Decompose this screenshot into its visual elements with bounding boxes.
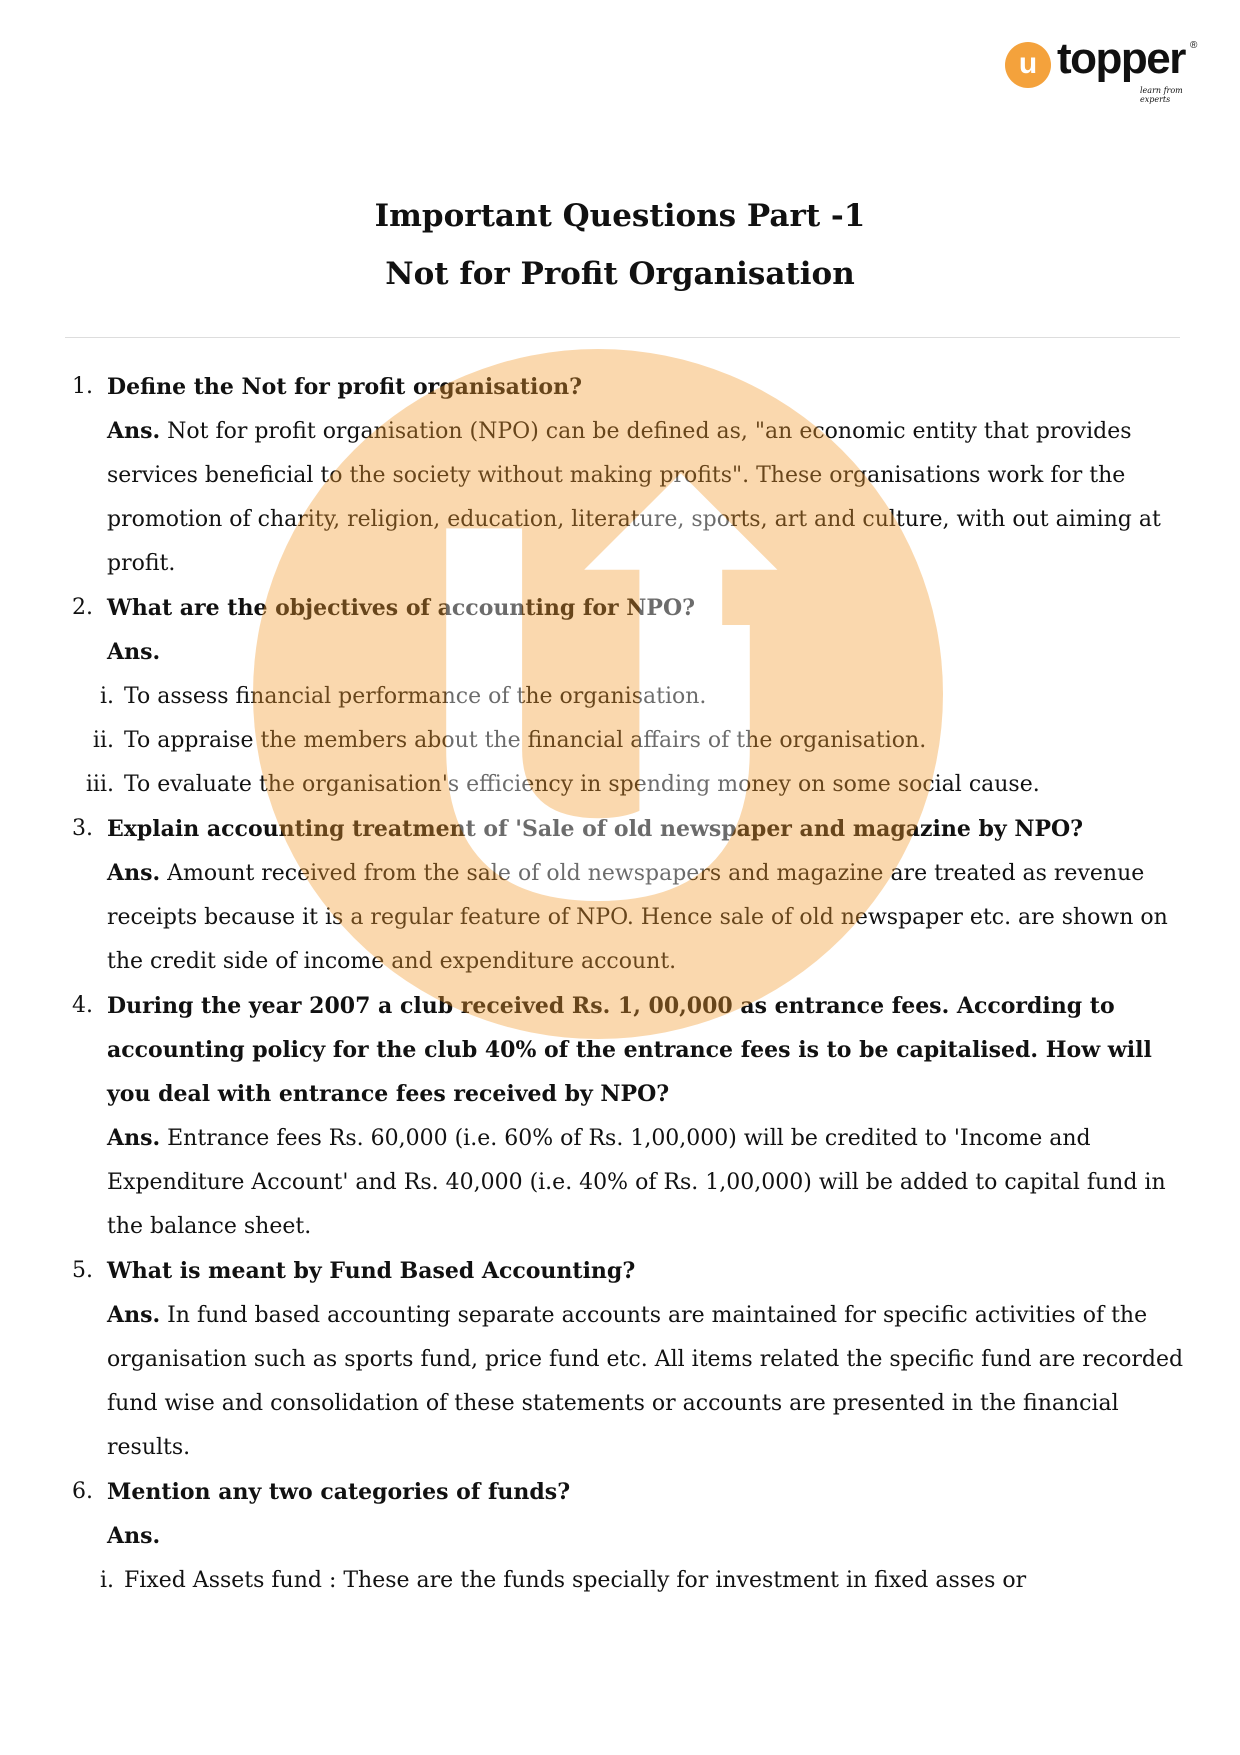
question-number: 2. [72, 595, 93, 620]
question-number: 4. [72, 993, 93, 1018]
answer-text: In fund based accounting separate accounts are maintained for specific activities of the organisation such as sports fund, price fund etc. All items related the specific fund are recorded fund wise and consolidation of these statements or accounts are presented in the financial results. [107, 1303, 1184, 1460]
answer-text: Not for profit organisation (NPO) can be defined as, "an economic entity that provides services beneficial to the society without making profits". These organisations work for the promotion of charity, religion, education, literature, sports, art and culture, with out aiming at profit. [107, 419, 1161, 576]
logo-tagline: learn from experts [1140, 86, 1183, 104]
question-text: What is meant by Fund Based Accounting? [107, 1258, 636, 1284]
question-item [72, 586, 1187, 675]
page-subtitle: Not for Profit Organisation [385, 256, 855, 292]
question-number: 5. [72, 1258, 93, 1283]
answer-label: Ans. [107, 1302, 161, 1328]
question-number: 6. [72, 1479, 93, 1504]
answer-label: Ans. [107, 1523, 161, 1549]
registered-mark: ® [1190, 40, 1198, 51]
answer-point [72, 1559, 1187, 1603]
answer [107, 1293, 1187, 1470]
answer-point [72, 763, 1187, 807]
answer-point [72, 675, 1187, 719]
answer-label: Ans. [107, 1125, 161, 1151]
point-text: To appraise the members about the financial affairs of the organisation. [124, 728, 927, 753]
question-item [72, 1470, 1187, 1559]
question-text: Explain accounting treatment of 'Sale of old newspaper and magazine by NPO? [107, 816, 1084, 842]
divider [65, 337, 1180, 338]
question-item [72, 1249, 1187, 1470]
page-title: Important Questions Part -1 [374, 198, 866, 234]
question-text: Mention any two categories of funds? [107, 1479, 571, 1505]
answer-label: Ans. [107, 860, 161, 886]
question-item [72, 365, 1187, 586]
question-number: 1. [72, 374, 93, 399]
answer-label: Ans. [107, 418, 161, 444]
question-text: Define the Not for profit organisation? [107, 374, 582, 400]
logo-mark-icon: u [1005, 42, 1051, 88]
point-text: To evaluate the organisation's efficiency in spending money on some social cause. [124, 772, 1040, 797]
point-number: i. [99, 684, 114, 709]
point-text: To assess financial performance of the organisation. [124, 684, 707, 709]
point-number: iii. [85, 772, 114, 797]
question-number: 3. [72, 816, 93, 841]
logo-wordmark: topper [1057, 34, 1185, 83]
topper-logo [1005, 34, 1205, 104]
answer [107, 851, 1187, 984]
point-number: ii. [92, 728, 114, 753]
question-text: What are the objectives of accounting for NPO? [107, 595, 696, 621]
answer [107, 409, 1187, 586]
question-item [72, 807, 1187, 984]
question-item [72, 984, 1187, 1249]
question-text: During the year 2007 a club received Rs. 1, 00,000 as entrance fees. According to accounting policy for the club 40% of the entrance fees is to be capitalised. How will you deal with entrance fees received by NPO? [107, 993, 1152, 1107]
answer-point [72, 719, 1187, 763]
answer [107, 1116, 1187, 1249]
answer-text: Entrance fees Rs. 60,000 (i.e. 60% of Rs. 1,00,000) will be credited to 'Income and Expenditure Account' and Rs. 40,000 (i.e. 40% of Rs. 1,00,000) will be added to capital fund in the balance sheet. [107, 1126, 1166, 1239]
point-number: i. [99, 1568, 114, 1593]
answer-text: Amount received from the sale of old newspapers and magazine are treated as revenue receipts because it is a regular feature of NPO. Hence sale of old newspaper etc. are shown on the credit side of income and expenditure account. [107, 861, 1168, 974]
point-text: Fixed Assets fund : These are the funds specially for investment in fixed asses or [124, 1568, 1027, 1593]
question-list [72, 365, 1187, 1603]
answer-label: Ans. [107, 639, 161, 665]
